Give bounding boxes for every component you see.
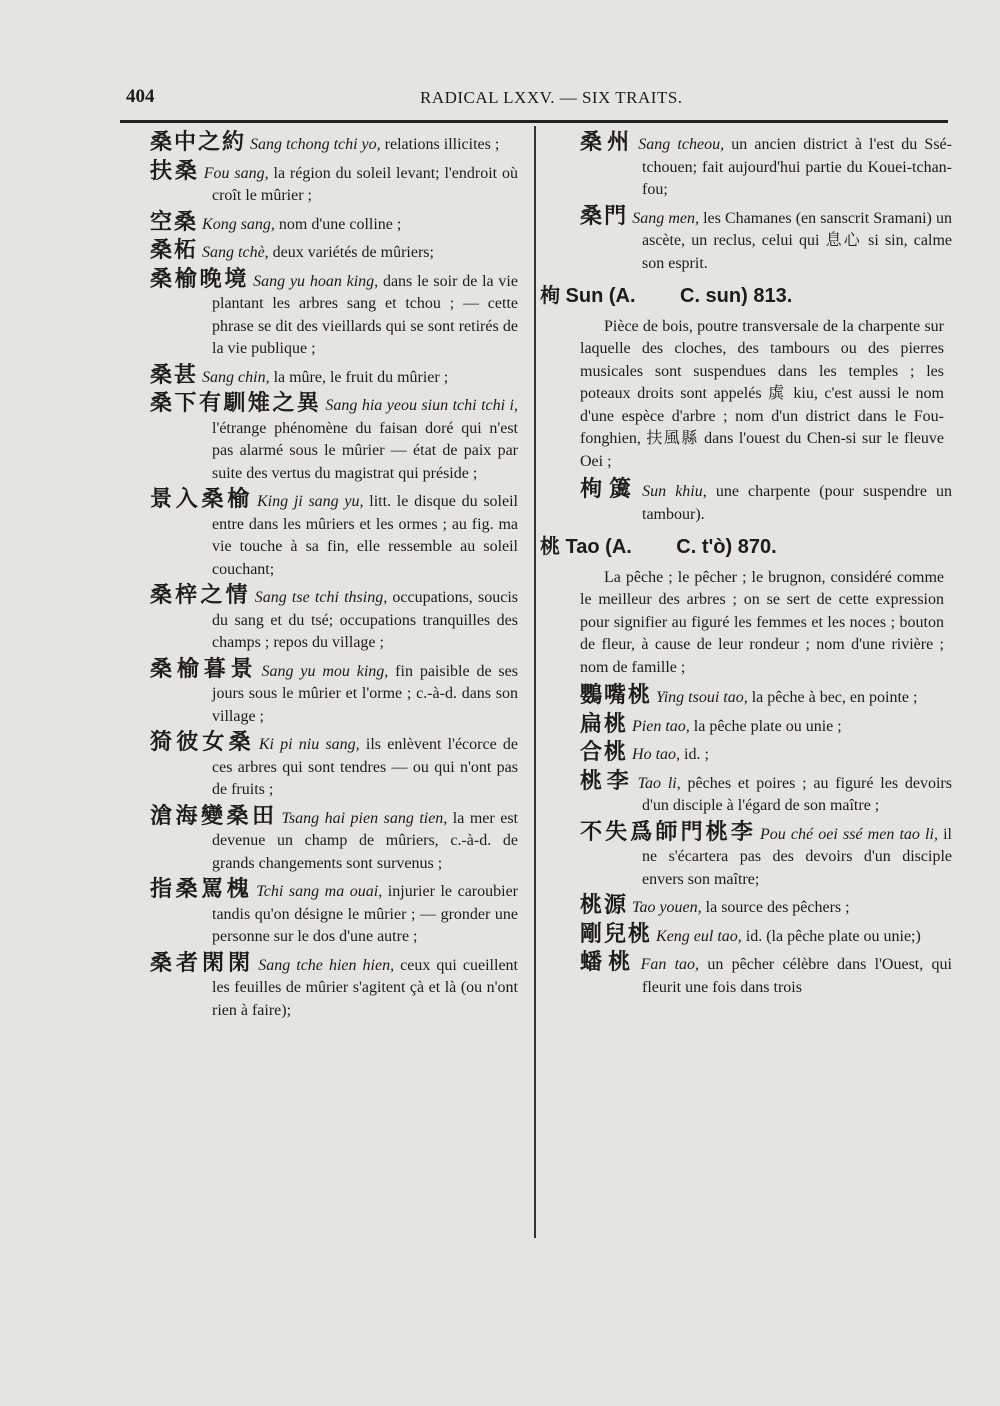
dictionary-entry xyxy=(580,921,952,949)
chinese-headword: 鸚嘴桃 xyxy=(580,683,653,708)
chinese-headword: 桑州 xyxy=(580,130,635,155)
dictionary-entry xyxy=(150,132,518,157)
dictionary-entry xyxy=(150,803,518,876)
dictionary-entry xyxy=(150,950,518,1023)
sun-compounds xyxy=(540,479,952,526)
chinese-headword: 桑榆暮景 xyxy=(150,656,258,682)
dictionary-entry xyxy=(150,489,518,581)
dictionary-entry xyxy=(150,362,518,390)
romanization: Ki pi niu sang, xyxy=(258,736,360,753)
romanization: Ying tsoui tao, xyxy=(656,689,748,706)
chinese-headword: 滄海變桑田 xyxy=(150,803,278,829)
chinese-headword: 合桃 xyxy=(580,740,629,765)
dictionary-entry xyxy=(580,742,952,767)
chinese-headword: 蟠桃 xyxy=(580,950,637,975)
column-divider xyxy=(534,126,536,1238)
romanization: Tao youen, xyxy=(632,899,702,916)
dictionary-entry xyxy=(580,711,952,739)
chinese-headword: 桑者閑閑 xyxy=(150,950,255,976)
definition-text: dans le soir de la vie plantant les arbres sang et tchou ; — cette phrase se dit des vieillards qui se sont retirés de la vie publique ; xyxy=(212,272,518,357)
dictionary-entry xyxy=(580,768,952,818)
chinese-headword: 空桑 xyxy=(150,209,199,235)
chinese-headword: 指桑罵槐 xyxy=(150,877,253,902)
chinese-headword: 桑榆晚境 xyxy=(150,266,250,292)
definition-text: une charpente (pour suspendre un tambour). xyxy=(642,483,953,523)
dictionary-entry xyxy=(150,732,518,802)
chinese-headword: 不失爲師門桃李 xyxy=(580,819,757,845)
romanization: Sang tchè, xyxy=(202,244,269,261)
definition-text: il ne s'écartera pas des devoirs d'un disciple envers son maître; xyxy=(642,825,952,888)
chinese-headword: 扁桃 xyxy=(580,711,629,737)
definition-text: ceux qui cueillent les feuilles de mûrier s'agitent çà et là (ou n'ont rien à faire); xyxy=(212,956,518,1019)
romanization: Sang tse tchi thsing, xyxy=(254,589,388,606)
chinese-headword: 猗彼女桑 xyxy=(150,730,255,755)
dictionary-entry xyxy=(150,209,518,237)
dictionary-entry xyxy=(580,895,952,920)
chinese-headword: 桑下有馴雉之異 xyxy=(150,391,322,416)
dictionary-entry xyxy=(580,819,952,892)
chinese-headword: 景入桑榆 xyxy=(150,487,253,512)
tao-compounds xyxy=(540,685,952,999)
page-number: 404 xyxy=(126,86,155,107)
definition-sun: Pièce de bois, poutre transversale de la charpente sur laquelle des cloches, des tambours ou des pierres musicales sont suspendues dans les temples ; les poteaux droits sont appelés 虡 kiu, c'est aussi le nom d'une espèce d'arbre ; nom d'un district dans le Fou-fonghien, 扶風縣 dans l'ouest du Chen-si sur le fleuve Oei ; xyxy=(580,317,944,470)
definition-text: l'étrange phénomène du faisan doré qui n'est pas alarmé sous le mûrier — état de paix par suite des vertus du magistrat qui préside ; xyxy=(212,419,518,482)
entry-heading-sun: 栒 Sun (A. C. sun) 813. xyxy=(540,285,793,307)
definition-text: la pêche plate ou unie ; xyxy=(689,717,842,735)
entry-heading-tao: 桃 Tao (A. C. t'ò) 870. xyxy=(540,536,777,558)
definition-text: id. (la pêche plate ou unie;) xyxy=(741,927,921,945)
romanization: King ji sang yu, xyxy=(256,493,364,510)
romanization: Pien tao, xyxy=(632,717,690,735)
definition-text: la pêche à bec, en pointe ; xyxy=(747,689,918,706)
chinese-headword: 桃源 xyxy=(580,893,629,918)
page-header xyxy=(120,86,948,116)
romanization: Sang chin, xyxy=(202,368,270,386)
chinese-headword: 剛兒桃 xyxy=(580,921,653,947)
dictionary-entry xyxy=(580,685,952,710)
romanization: Fan tao, xyxy=(640,956,700,973)
dictionary-entry xyxy=(150,266,518,361)
romanization: Keng eul tao, xyxy=(656,927,742,945)
definition-text: un ancien district à l'est du Ssé-tchouen; fait aujourd'hui partie du Kouei-tchan-fou; xyxy=(642,136,952,198)
chinese-headword: 桑中之約 xyxy=(150,130,247,155)
definition-text: occupations, soucis du sang et du tsé; occupations tranquilles des champs ; repos du village ; xyxy=(212,589,518,651)
romanization: Sang tche hien hien, xyxy=(258,956,395,974)
dictionary-entry xyxy=(150,158,518,208)
romanization: Sang hia yeou siun tchi tchi i, xyxy=(325,397,518,414)
definition-text: les Chamanes (en sanscrit Sramani) un ascète, un reclus, celui qui 息心 si sin, calme son esprit. xyxy=(642,209,952,272)
dictionary-entry xyxy=(150,585,518,655)
chinese-headword: 桃李 xyxy=(580,768,634,794)
romanization: Tao li, xyxy=(637,774,681,792)
chinese-headword: 扶桑 xyxy=(150,158,200,184)
definition-text: litt. le disque du soleil entre dans les mûriers et les ormes ; au fig. ma vie touche à sa fin, elle ressemble au soleil couchant; xyxy=(212,493,518,578)
definition-text: fin paisible de ses jours sous le mûrier et l'orme ; c.-à-d. dans son village ; xyxy=(212,662,518,725)
romanization: Sang tcheou, xyxy=(638,136,725,153)
definition-text: ils enlèvent l'écorce de ces arbres qui sont tendres — ou qui n'ont pas de fruits ; xyxy=(212,736,518,798)
dictionary-entry xyxy=(150,240,518,265)
romanization: Pou ché oei ssé men tao li, xyxy=(760,825,938,843)
definition-text: un pêcher célèbre dans l'Ouest, qui fleurit une fois dans trois xyxy=(642,956,952,996)
romanization: Kong sang, xyxy=(202,215,275,233)
definition-text: id. ; xyxy=(680,746,709,763)
romanization: Fou sang, xyxy=(203,164,269,182)
running-head: RADICAL LXXV. — SIX TRAITS. xyxy=(420,88,683,107)
chinese-headword: 栒簴 xyxy=(580,477,639,502)
chinese-headword: 桑門 xyxy=(580,203,629,229)
definition-text: la mer est devenue un champ de mûriers, c.-à-d. de grands changements sont survenus ; xyxy=(212,809,518,872)
dictionary-entry xyxy=(150,656,518,729)
definition-text: nom d'une colline ; xyxy=(274,215,402,233)
dictionary-entry xyxy=(580,203,952,276)
romanization: Sang yu mou king, xyxy=(261,662,389,680)
right-top-entries xyxy=(540,132,952,275)
definition-text: injurier le caroubier tandis qu'on désigne le mûrier ; — gronder une personne sur le dos d'une autre ; xyxy=(212,883,519,945)
romanization: Sang yu hoan king, xyxy=(253,272,379,290)
dictionary-entry xyxy=(150,879,518,949)
header-rule xyxy=(120,120,948,123)
definition-text: la région du soleil levant; l'endroit où croît le mûrier ; xyxy=(212,164,518,204)
definition-text: deux variétés de mûriers; xyxy=(268,244,434,261)
dictionary-entry xyxy=(580,952,952,999)
right-column xyxy=(540,132,952,1003)
definition-text: pêches et poires ; au figuré les devoirs d'un disciple à l'égard de son maître ; xyxy=(642,774,952,814)
romanization: Sang tchong tchi yo, xyxy=(250,136,381,153)
romanization: Sun khiu, xyxy=(642,483,707,500)
romanization: Tsang hai pien sang tien, xyxy=(281,809,448,827)
romanization: Tchi sang ma ouai, xyxy=(256,883,383,900)
definition-text: la source des pêchers ; xyxy=(701,899,850,916)
dictionary-entry xyxy=(150,393,518,485)
chinese-headword: 桑梓之情 xyxy=(150,583,251,608)
romanization: Ho tao, xyxy=(632,746,681,763)
definition-text: la mûre, le fruit du mûrier ; xyxy=(269,368,449,386)
chinese-headword: 桑柘 xyxy=(150,238,199,263)
left-column xyxy=(150,132,518,1026)
definition-tao: La pêche ; le pêcher ; le brugnon, considéré comme le meilleur des arbres ; on se sert de cette expression pour signifier au figuré les femmes et les noces ; bouton de fleur, à cause de leur rondeur ; nom d'une rivière ; nom de famille ; xyxy=(580,568,944,676)
dictionary-entry xyxy=(580,479,952,526)
romanization: Sang men, xyxy=(632,209,699,227)
chinese-headword: 桑甚 xyxy=(150,362,199,388)
dictionary-entry xyxy=(580,132,952,202)
definition-text: relations illicites ; xyxy=(380,136,500,153)
